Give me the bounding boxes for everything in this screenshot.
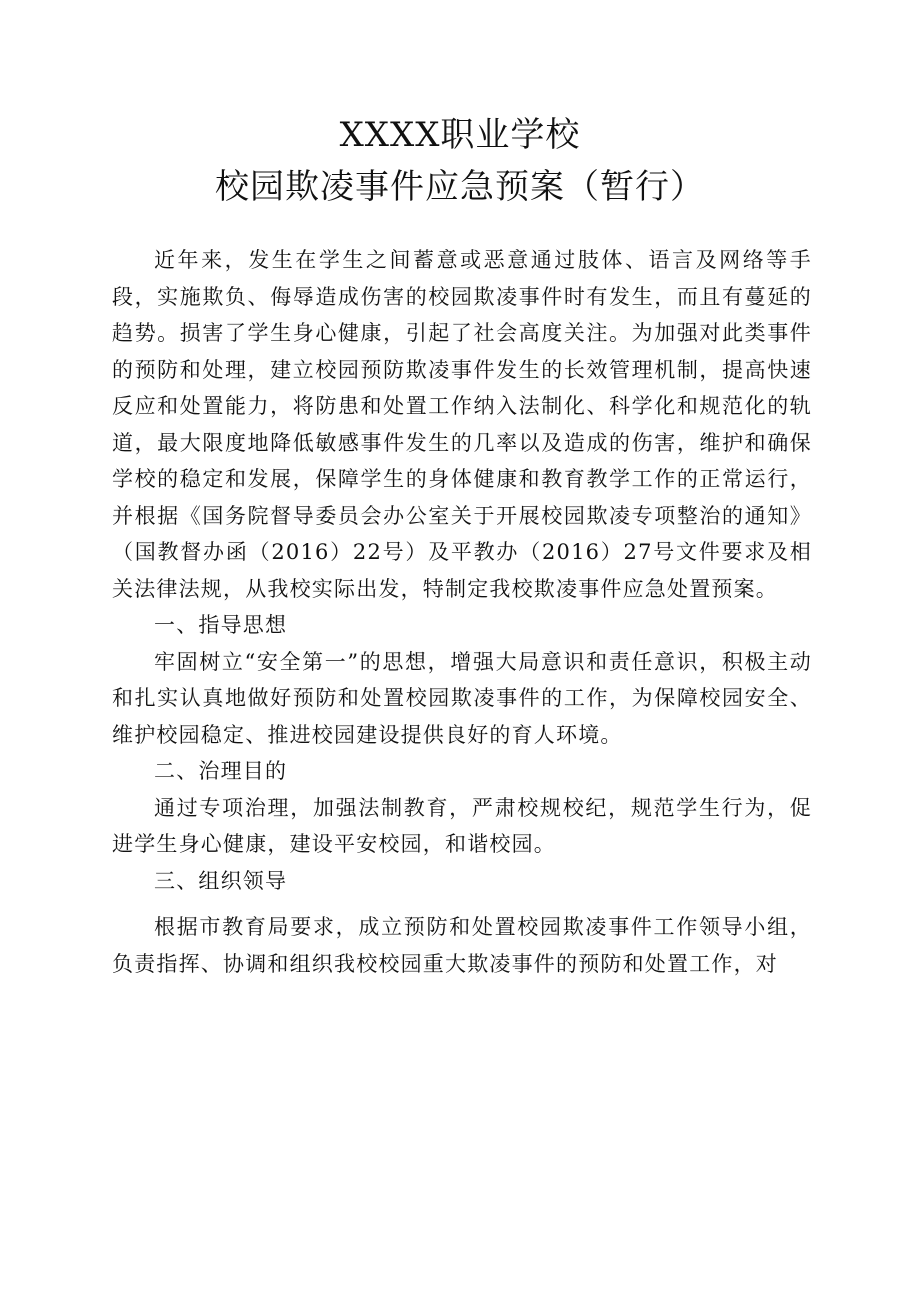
document-title-plan: 校园欺凌事件应急预案（暂行） bbox=[215, 167, 705, 207]
document-body bbox=[112, 242, 812, 982]
intro-paragraph: 近年来，发生在学生之间蓄意或恶意通过肢体、语言及网络等手段，实施欺负、侮辱造成伤害的校园欺凌事件时有发生，而且有蔓延的趋势。损害了学生身心健康，引起了社会高度关注。为加强对此类事件的预防和处理，建立校园预防欺凌事件发生的长效管理机制，提高快速反应和处置能力，将防患和处置工作纳入法制化、科学化和规范化的轨道，最大限度地降低敏感事件发生的几率以及造成的伤害，维护和确保学校的稳定和发展，保障学生的身体健康和教育教学工作的正常运行，并根据《国务院督导委员会办公室关于开展校园欺凌专项整治的通知》（国教督办函（2016）22号）及平教办（2016）27号文件要求及相关法律法规，从我校实际出发，特制定我校欺凌事件应急处置预案。 bbox=[112, 248, 812, 601]
section-text-organization: 根据市教育局要求，成立预防和处置校园欺凌事件工作领导小组，负责指挥、协调和组织我校校园重大欺凌事件的预防和处置工作，对 bbox=[112, 915, 812, 976]
section-heading-organization: 三、组织领导 bbox=[154, 868, 288, 893]
document-title-school: XXXX职业学校 bbox=[339, 115, 581, 155]
section-text-governance-goal: 通过专项治理，加强法制教育，严肃校规校纪，规范学生行为，促进学生身心健康，建设平安校园，和谐校园。 bbox=[112, 795, 812, 856]
section-text-guiding-ideology: 牢固树立“安全第一”的思想，增强大局意识和责任意识，积极主动和扎实认真地做好预防和处置校园欺凌事件的工作，为保障校园安全、维护校园稳定、推进校园建设提供良好的育人环境。 bbox=[112, 649, 812, 747]
section-heading-guiding-ideology: 一、指导思想 bbox=[154, 613, 288, 637]
section-heading-governance-goal: 二、治理目的 bbox=[154, 759, 288, 783]
